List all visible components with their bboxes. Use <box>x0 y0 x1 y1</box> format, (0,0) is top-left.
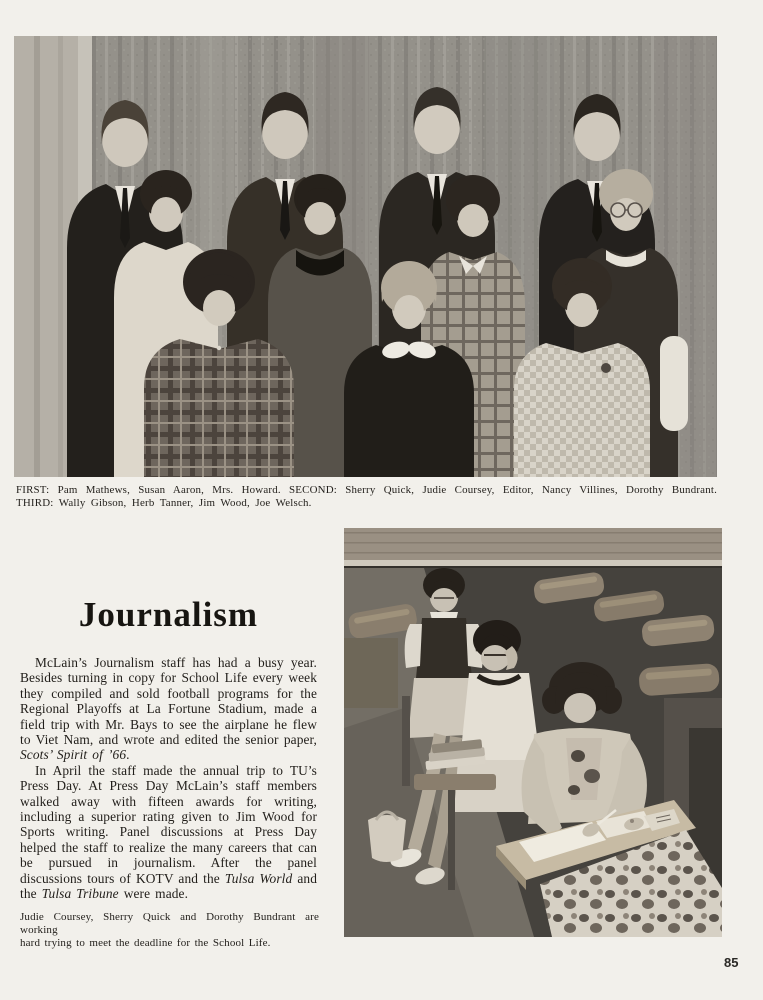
staff-photo-caption <box>16 484 717 509</box>
page-number: 85 <box>724 955 739 970</box>
paragraph-1-text: McLain’s Journalism staff has had a busy year. Besides turning in copy for School Life every week they compiled and sold football programs for the Regional Playoffs at La Fortune Stadium, made a field trip with Mr. Bays to see the airplane he flew to Viet Nam, and wrote and edited the senior paper, <box>20 655 317 748</box>
front-row-students <box>144 249 650 477</box>
staff-group-photo <box>14 36 717 477</box>
tulsa-world-italic: Tulsa World <box>224 870 293 886</box>
caption-line-2: hard trying to meet the deadline for the School Life. <box>20 937 271 949</box>
article-paragraph-2 <box>20 763 317 902</box>
page-title: Journalism <box>78 595 259 634</box>
caption-line-1: FIRST: Pam Mathews, Susan Aaron, Mrs. Howard. SECOND: Sherry Quick, Judie Coursey, Editor, Nancy Villines, Dorothy Bundrant. <box>16 484 717 496</box>
paper-name-italic: Scots’ Spirit of ’66 <box>20 747 127 763</box>
paragraph-2-end: were made. <box>118 886 189 902</box>
caption-line-1: Judie Coursey, Sherry Quick and Dorothy Bundrant are working <box>20 911 319 936</box>
classroom-photo-caption <box>20 911 319 950</box>
classroom-photo-art <box>344 528 722 937</box>
tulsa-tribune-italic: Tulsa Tribune <box>41 886 119 902</box>
article-paragraph-1 <box>20 655 317 763</box>
paragraph-1-end: . <box>126 747 130 763</box>
caption-line-2: THIRD: Wally Gibson, Herb Tanner, Jim Wood, Joe Welsch. <box>16 496 312 509</box>
staff-group-photo-art <box>14 36 717 477</box>
journalism-article <box>20 597 317 902</box>
paragraph-2-mid: and the <box>20 870 317 902</box>
handbag <box>368 812 406 862</box>
classroom-photo <box>344 528 722 937</box>
paragraph-2-text: In April the staff made the annual trip to TU’s Press Day. At Press Day McLain’s staff members walked away with fifteen awards for writing, including a superior rating given to Jim Wood for Sports writing. Panel discussions at Press Day helped the staff to realize the many careers that can be pursued in journalism. After the panel discussions tours of KOTV and the <box>20 762 317 886</box>
